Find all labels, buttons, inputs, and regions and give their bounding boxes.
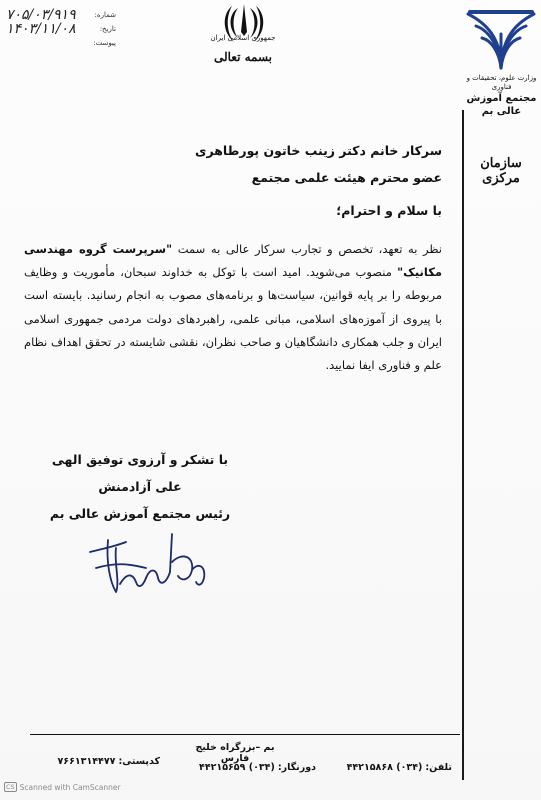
attachment-row xyxy=(6,36,116,50)
fax-label: دورنگار: xyxy=(277,762,316,773)
central-org-label: سازمان مرکزی xyxy=(480,156,522,186)
date-label: تاریخ: xyxy=(99,25,116,33)
bismillah-title: بسمه تعالی xyxy=(213,50,273,64)
footer-rule xyxy=(30,734,460,735)
closing-line: با تشکر و آرزوی توفیق الهی xyxy=(51,452,229,467)
number-row xyxy=(6,8,116,22)
footer-address: بم –بزرگراه خلیج فارس xyxy=(195,742,275,764)
ministry-name: وزارت علوم، تحقیقات و فناوری xyxy=(466,74,537,91)
footer-phone xyxy=(340,762,452,773)
position-title: "سرپرست گروه مهندسی مکانیک" xyxy=(24,242,442,280)
camscanner-icon: CS xyxy=(6,783,15,791)
signer-title: رئیس مجتمع آموزش عالی بم xyxy=(49,506,231,521)
date-row xyxy=(6,22,116,36)
university-logo xyxy=(462,4,540,74)
addressee: سرکار خانم دکتر زینب خاتون پورطاهری xyxy=(195,143,442,158)
postal-value: ۷۶۶۱۳۱۴۴۷۷ xyxy=(57,756,116,767)
postal-label: کدپستی: xyxy=(118,756,160,767)
fax-value: (۰۳۴) ۴۴۲۱۵۶۵۹ xyxy=(199,762,275,773)
attachment-label: پیوست: xyxy=(93,39,116,47)
number-value: ۷۰۵/۰۳/۹۱۹ xyxy=(6,7,76,23)
org-name xyxy=(462,74,541,118)
institute-name: مجتمع آموزش عالی بم xyxy=(466,93,537,117)
margin-rule xyxy=(462,110,464,780)
phone-label: تلفن: xyxy=(425,762,452,773)
number-label: شماره: xyxy=(94,11,116,19)
phone-value: (۰۳۴) ۴۴۲۱۵۸۶۸ xyxy=(346,762,423,773)
scanner-text: Scanned with CamScanner xyxy=(19,782,121,792)
addressee-role: عضو محترم هیئت علمی مجتمع xyxy=(251,170,442,185)
body-text-2: منصوب می‌شوید. امید است با توکل به خداوند سبحان، مأموریت و وظایف مربوطه را بر پایه قوانین، سیاست‌ها و برنامه‌های مصوب به انجام رسانید. بایسته است با پیروی از آموزه‌های اسلامی، مبانی علمی، راهبردهای دولت مردمی جمهوری اسلامی ایران و جلب همکاری دانشگاهیان و صاحب نظران، نقشی شایسته در تحقق اهداف نظام علم و فناوری ایفا نمایید. xyxy=(24,265,442,373)
body-text-1: نظر به تعهد، تخصص و تجارب سرکار عالی به سمت xyxy=(172,242,442,256)
greeting: با سلام و احترام؛ xyxy=(336,203,442,218)
date-value: ۱۴۰۳/۱۱/۰۸ xyxy=(6,21,76,37)
footer-fax xyxy=(176,762,316,773)
emblem-caption: جمهوری اسلامی ایران xyxy=(210,34,276,42)
footer-postal xyxy=(40,756,160,767)
letter-body xyxy=(24,238,442,377)
signer-name: علی آزادمنش xyxy=(98,479,182,494)
letter-meta xyxy=(6,8,116,50)
scanner-watermark xyxy=(4,782,121,792)
handwritten-signature xyxy=(86,522,226,602)
